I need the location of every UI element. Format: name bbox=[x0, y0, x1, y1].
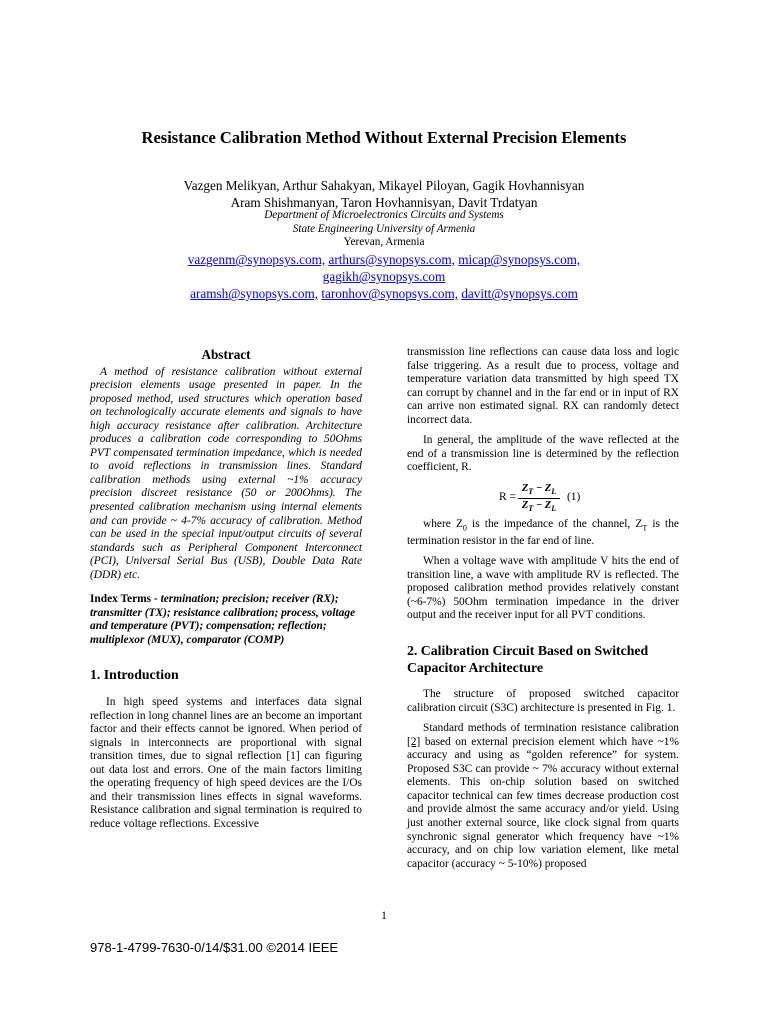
equation-fraction bbox=[518, 482, 560, 515]
s2p2-part-b: based on external precision element which have ~1% accuracy and using as “golden reference” for system. Proposed S3C can provide ~ 7% accuracy without external elements. This on-chip solution based on switched capacitor technical can few times decrease production cost and provide almost the same accuracy and/or yield. Using just another external source, like clock signal from quarts synchronic signal generator which frequency have ~1% accuracy, and on chip low variation element, like metal capacitor (accuracy ~ 5-10%) proposed bbox=[407, 735, 679, 870]
section-1-paragraph-1: In high speed systems and interfaces data signal reflection in long channel lines are an become an important factor and their effects cannot be ignored. When period of signals in interconnects are proportional with signal transition times, due to signal reflection [1] can figuring out data lost and errors. One of the main factors limiting the operating frequency of high speed devices are the I/Os and their transmission lines effects in signal waveforms. Resistance calibration and signal termination is required to reduce voltage reflections. Excessive bbox=[90, 695, 362, 830]
affiliation-city: Yerevan, Armenia bbox=[343, 236, 425, 249]
p3-part-a: where Z bbox=[423, 517, 463, 530]
right-paragraph-4: When a voltage wave with amplitude V hits the end of transition line, a wave with amplitude RV is reflected. The proposed calibration method provides relatively constant (~6-7%) 50Ohm termination impedance in the driver output and the receiver input for all PVT conditions. bbox=[407, 555, 679, 622]
right-paragraph-1: transmission line reflections can cause data loss and logic false triggering. As a result due to process, voltage and temperature variation data transmitted by high speed TX can corrupt by channel and in the far end or in input of RX can arrive non estimated signal. RX can randomly detect incorrect data. bbox=[407, 346, 679, 426]
eq-num-z2: − Z bbox=[533, 482, 552, 494]
section-1-heading: 1. Introduction bbox=[90, 667, 179, 683]
right-paragraph-3 bbox=[407, 518, 679, 548]
eq-den-z2: − Z bbox=[533, 500, 552, 512]
citation-link-2[interactable]: [2] bbox=[407, 735, 421, 748]
right-paragraph-2: In general, the amplitude of the wave reflected at the end of a transmission line is determined by the reflection coefficient, R. bbox=[407, 434, 679, 474]
copyright-footer: 978-1-4799-7630-0/14/$31.00 ©2014 IEEE bbox=[90, 940, 339, 955]
left-column bbox=[90, 348, 362, 838]
equation-numerator bbox=[518, 482, 560, 499]
index-terms-label: Index Terms - bbox=[90, 593, 158, 606]
email-link-aramsh[interactable]: aramsh@synopsys.com, bbox=[190, 286, 319, 301]
p3-sub-0: 0 bbox=[462, 523, 467, 533]
index-terms-list: termination; precision; receiver (RX); transmitter (TX); resistance calibration; process, voltage and temperature (PVT); compensation; reflection; multiplexor (MUX), comparator (COMP) bbox=[90, 593, 356, 646]
email-link-davitt[interactable]: davitt@synopsys.com bbox=[461, 286, 578, 301]
authors-line-1: Vazgen Melikyan, Arthur Sahakyan, Mikayel Piloyan, Gagik Hovhannisyan bbox=[183, 178, 585, 193]
email-link-taronhov[interactable]: taronhov@synopsys.com, bbox=[321, 286, 459, 301]
equation-denominator bbox=[518, 499, 560, 515]
section-2-paragraph-2 bbox=[407, 722, 679, 871]
page-number: 1 bbox=[381, 910, 387, 922]
eq-den-z1: Z bbox=[521, 500, 529, 512]
email-link-arthurs[interactable]: arthurs@synopsys.com, bbox=[328, 252, 455, 267]
email-list bbox=[0, 251, 768, 302]
email-link-gagikh[interactable]: gagikh@synopsys.com bbox=[322, 269, 446, 284]
equation-lhs: R = bbox=[499, 490, 516, 503]
paper-title: Resistance Calibration Method Without External Precision Elements bbox=[141, 128, 627, 147]
email-line-2 bbox=[0, 268, 768, 285]
eq-num-z1: Z bbox=[521, 482, 529, 494]
s2p2-part-a: Standard methods of termination resistance calibration bbox=[423, 722, 679, 735]
equation-number: (1) bbox=[567, 490, 581, 503]
email-line-1 bbox=[0, 251, 768, 268]
p3-sub-t: T bbox=[642, 523, 648, 533]
affiliation-university: State Engineering University of Armenia bbox=[292, 222, 476, 235]
email-line-3 bbox=[0, 285, 768, 302]
eq-num-sub2: L bbox=[551, 487, 557, 497]
equation-1 bbox=[407, 482, 679, 512]
p3-part-b: is the impedance of the channel, Z bbox=[466, 517, 643, 530]
affiliation bbox=[0, 209, 768, 250]
index-terms bbox=[90, 593, 362, 647]
author-list bbox=[0, 177, 768, 211]
abstract-text: A method of resistance calibration without external precision elements usage presented in paper. In the proposed method, used structures which operation based on technologically accurate elements and signals to have high accuracy resistance after calibration. Architecture produces a calibration code corresponding to 50Ohms PVT compensated termination impedance, which is needed to avoid reflections in transmission lines. Standard calibration methods using external ~1% accuracy precision discreet resistance (50 or 200Ohms). The presented calibration mechanism using internal elements and can provide ~ 4-7% accuracy of calibration. Method can be used in the special input/output circuits of several standards such as Peripheral Component Interconnect (PCI), Universal Serial Bus (USB), Double Data Rate (DDR) etc. bbox=[90, 365, 362, 581]
email-link-vazgenm[interactable]: vazgenm@synopsys.com, bbox=[187, 252, 326, 267]
p3-part-c: is the termination resistor in the far end of line. bbox=[407, 517, 679, 547]
email-link-micap[interactable]: micap@synopsys.com, bbox=[458, 252, 581, 267]
section-2-heading: 2. Calibration Circuit Based on Switched Capacitor Architecture bbox=[407, 643, 649, 675]
abstract-heading: Abstract bbox=[201, 347, 251, 362]
right-column bbox=[407, 346, 679, 878]
section-2-paragraph-1: The structure of proposed switched capacitor calibration circuit (S3C) architecture is presented in Fig. 1. bbox=[407, 688, 679, 714]
eq-den-sub1: T bbox=[528, 504, 534, 514]
affiliation-department: Department of Microelectronics Circuits and Systems bbox=[264, 209, 504, 221]
authors-line-2: Aram Shishmanyan, Taron Hovhannisyan, Davit Trdatyan bbox=[230, 195, 538, 210]
eq-den-sub2: L bbox=[551, 504, 557, 514]
eq-num-sub1: T bbox=[528, 487, 534, 497]
